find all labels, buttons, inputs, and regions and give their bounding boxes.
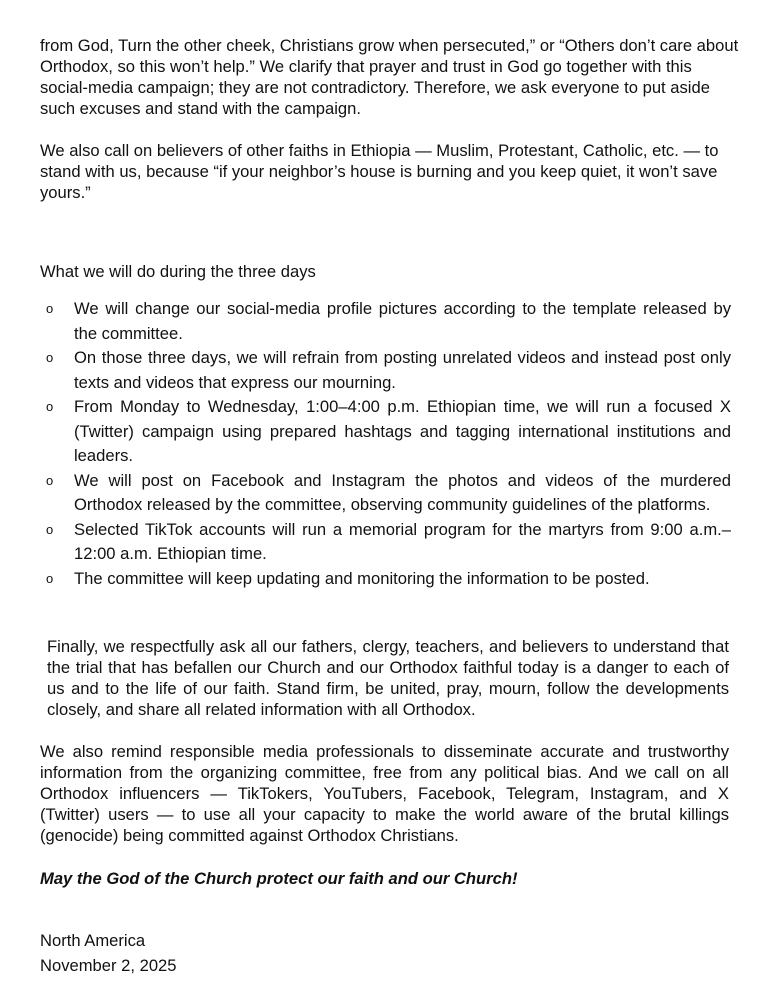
media-appeal-paragraph: We also remind responsible media professionals to disseminate accurate and trustworthy information from the organizing committee, free from any political bias. And we call on all Orthodox influencers — TikTokers, YouTubers, Facebook, Telegram, Instagram, and X (Twitter) users — to use all your capacity to make the world aware of the brutal killings (genocide) being committed against Orthodox Christians. — [40, 742, 729, 845]
list-item — [46, 567, 731, 592]
three-days-heading: What we will do during the three days — [40, 262, 316, 281]
signature-location: North America — [40, 931, 146, 950]
hollow-circle-bullet-icon: o — [46, 350, 54, 365]
three-days-action-list — [46, 297, 731, 591]
intro-paragraph: from God, Turn the other cheek, Christians grow when persecuted,” or “Others don’t care about Orthodox, so this won’t help.” We clarify that prayer and trust in God go together with this social-media campaign; they are not contradictory. Therefore, we ask everyone to put aside such excuses and stand with the campaign. — [40, 36, 739, 118]
list-item — [46, 395, 731, 469]
closing-blessing: May the God of the Church protect our faith and our Church! — [40, 869, 518, 888]
final-appeal-paragraph: Finally, we respectfully ask all our fathers, clergy, teachers, and believers to understand that the trial that has befallen our Church and our Orthodox faithful today is a danger to each of us and to the life of our faith. Stand firm, be united, pray, mourn, follow the developments closely, and share all related information with all Orthodox. — [47, 637, 729, 719]
hollow-circle-bullet-icon: o — [46, 521, 54, 537]
list-item-text: From Monday to Wednesday, 1:00–4:00 p.m. Ethiopian time, we will run a focused X (Twitter) campaign using prepared hashtags and tagging international institutions and leaders. — [74, 397, 731, 465]
other-faiths-paragraph: We also call on believers of other faiths in Ethiopia — Muslim, Protestant, Catholic, etc. — to stand with us, because “if your neighbor’s house is burning and you keep quiet, it won’t save yours.” — [40, 141, 719, 202]
list-item-text: Selected TikTok accounts will run a memorial program for the martyrs from 9:00 a.m.–12:00 a.m. Ethiopian time. — [74, 519, 731, 563]
signature-date: November 2, 2025 — [40, 956, 177, 975]
hollow-circle-bullet-icon: o — [46, 570, 54, 586]
list-item — [46, 297, 731, 346]
list-item-text: We will change our social-media profile pictures according to the template released by the committee. — [74, 299, 731, 343]
hollow-circle-bullet-icon: o — [46, 301, 54, 316]
list-item — [46, 518, 731, 567]
hollow-circle-bullet-icon: o — [46, 399, 54, 414]
list-item-text: The committee will keep updating and monitoring the information to be posted. — [74, 568, 650, 588]
list-item-text: We will post on Facebook and Instagram the photos and videos of the murdered Orthodox released by the committee, observing community guidelines of the platforms. — [74, 470, 731, 514]
list-item — [46, 469, 731, 518]
list-item — [46, 346, 731, 395]
list-item-text: On those three days, we will refrain from posting unrelated videos and instead post only texts and videos that express our mourning. — [74, 348, 731, 392]
hollow-circle-bullet-icon: o — [46, 472, 54, 488]
